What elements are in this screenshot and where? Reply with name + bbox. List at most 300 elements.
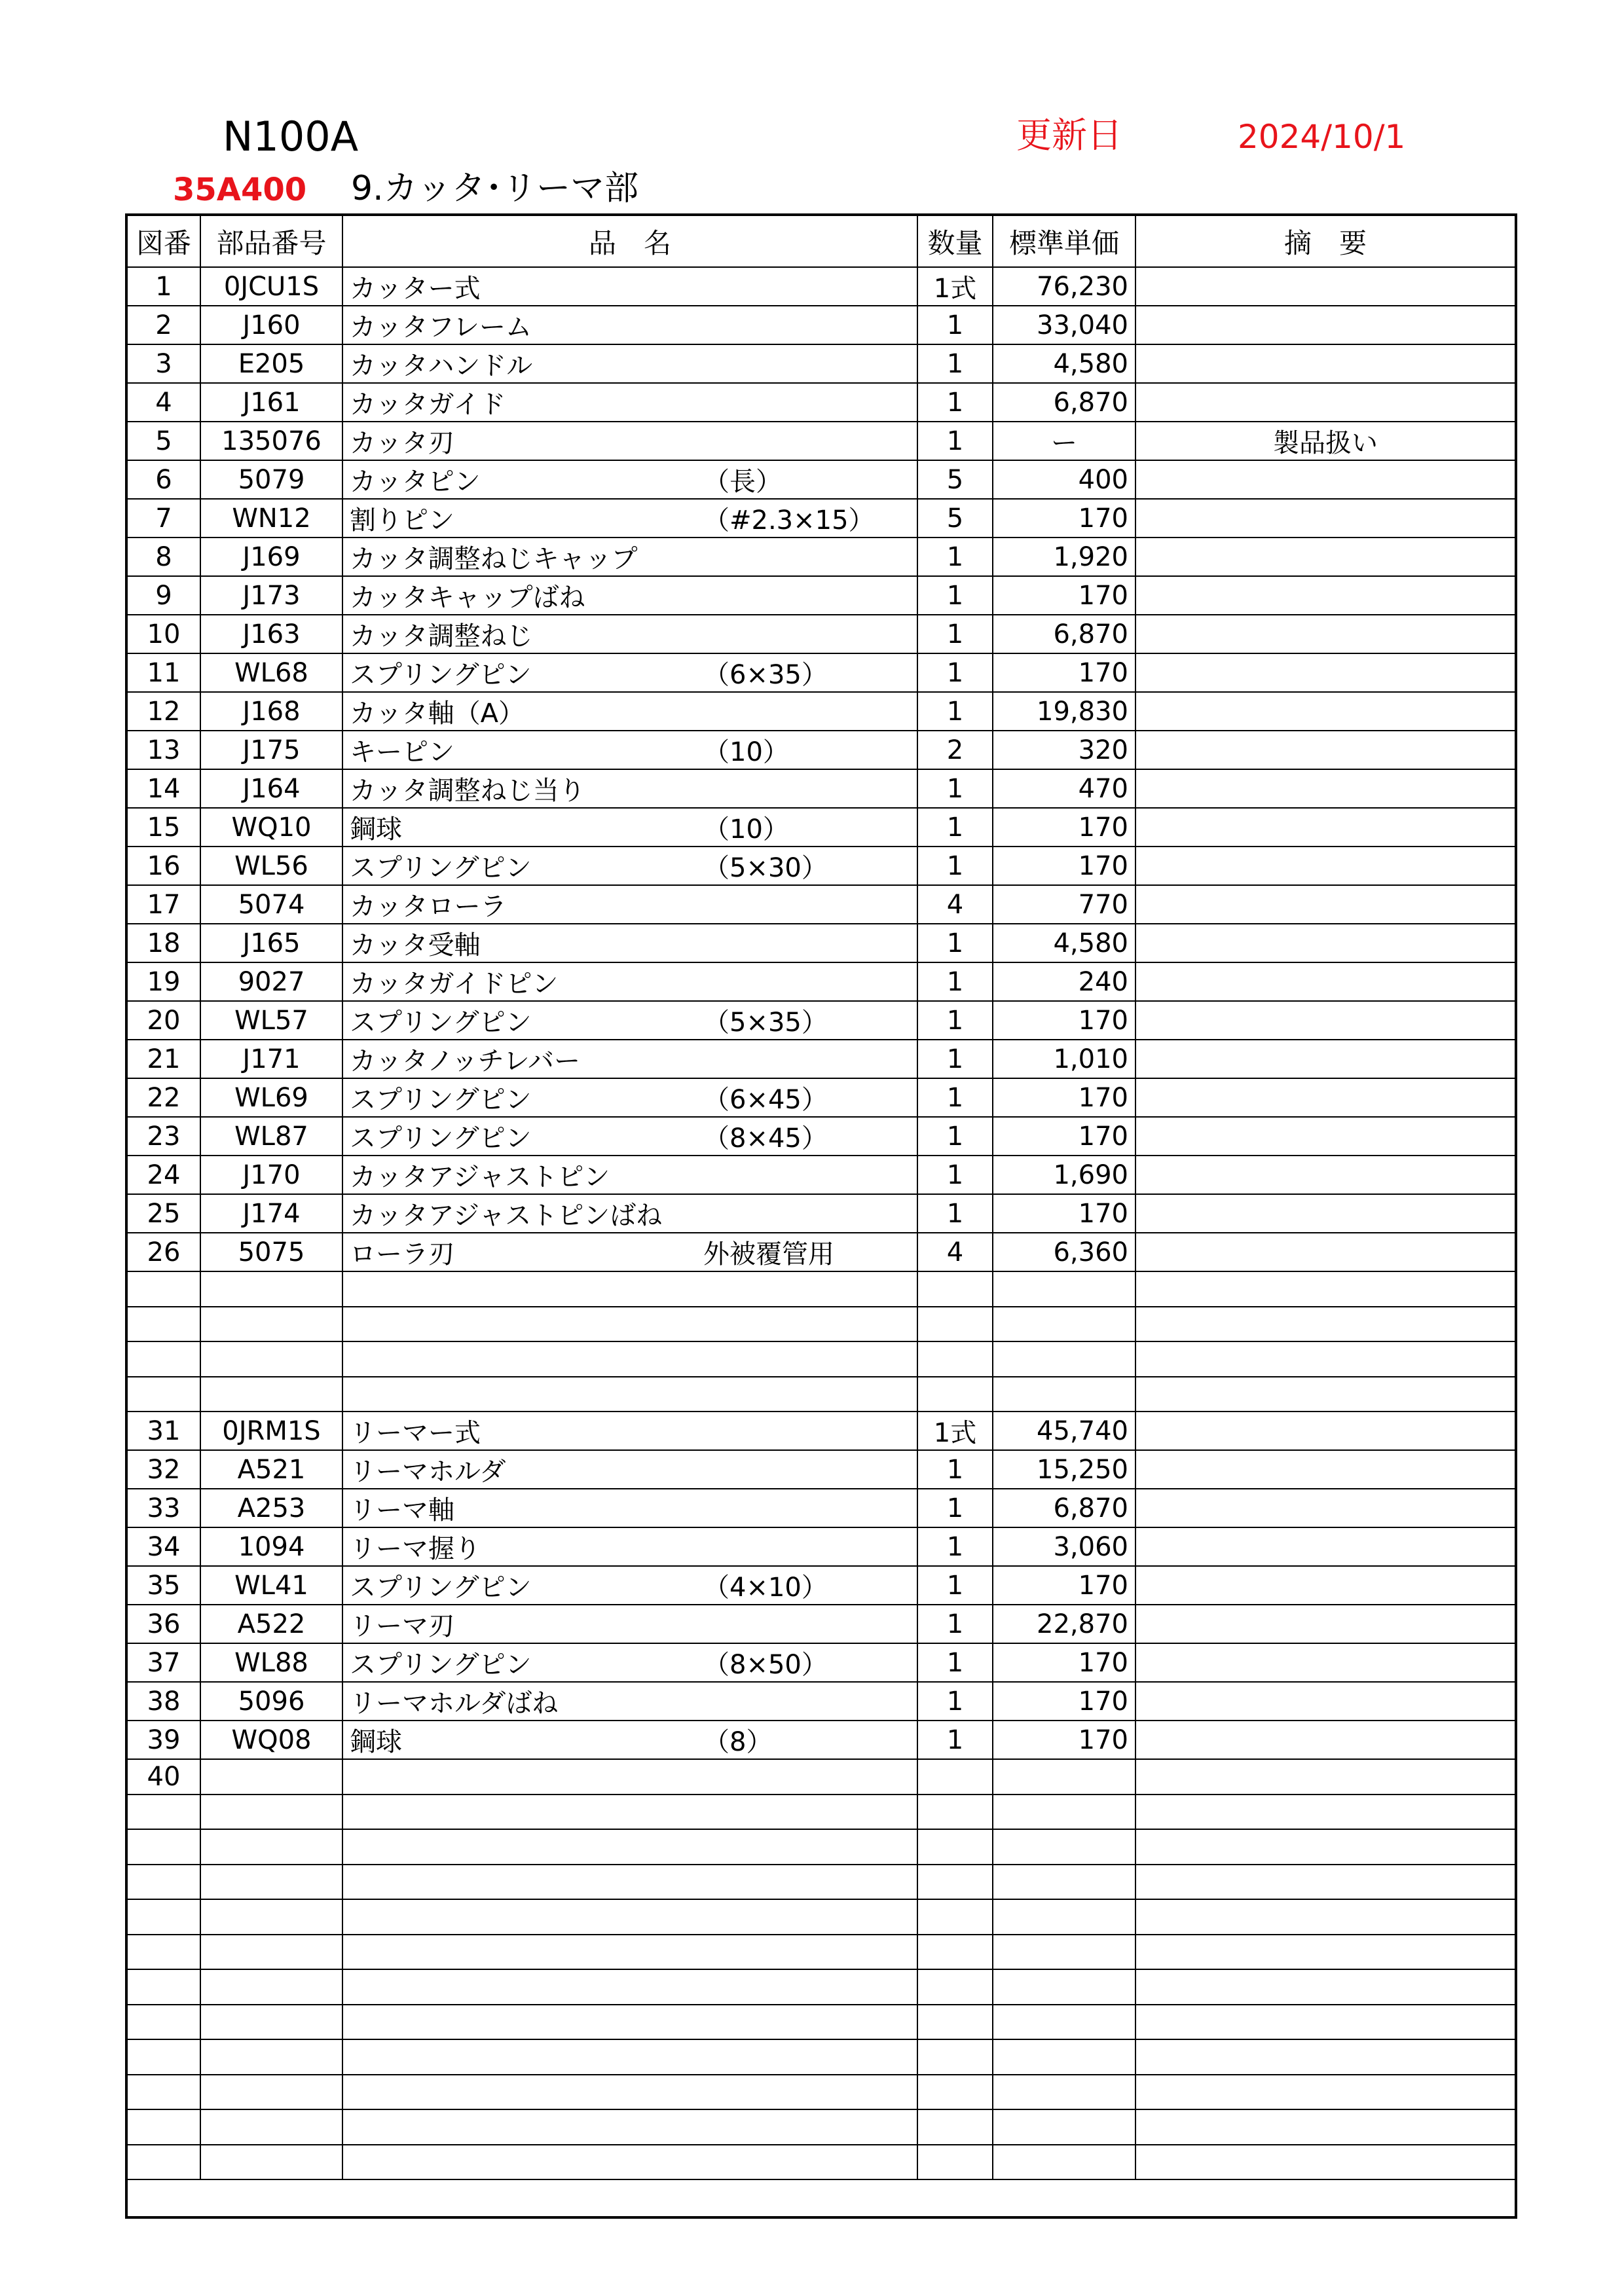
- part-no-cell: 135076: [200, 422, 342, 460]
- quantity-cell: 1: [917, 344, 993, 383]
- figure-no-cell: 24: [126, 1156, 200, 1194]
- figure-no-cell: 23: [126, 1117, 200, 1156]
- item-name-cell: [342, 1001, 917, 1040]
- remarks-cell: [1135, 962, 1516, 1001]
- quantity-cell: 1: [917, 1194, 993, 1233]
- remarks-cell: [1135, 2109, 1516, 2145]
- table-row: [126, 731, 1516, 769]
- remarks-cell: [1135, 1795, 1516, 1830]
- remarks-cell: [1135, 1527, 1516, 1566]
- item-name-cell: [342, 2005, 917, 2040]
- part-no-cell: A522: [200, 1605, 342, 1643]
- remarks-cell: [1135, 1001, 1516, 1040]
- item-name-text: カッタ調整ねじキャップ: [350, 544, 638, 574]
- table-row: [126, 2005, 1516, 2040]
- part-no-cell: J161: [200, 383, 342, 422]
- table-row: [126, 538, 1516, 576]
- quantity-cell: 1: [917, 692, 993, 731]
- figure-no-cell: 7: [126, 499, 200, 538]
- table-row: [126, 576, 1516, 615]
- item-name-cell: [342, 1156, 917, 1194]
- quantity-cell: 1: [917, 924, 993, 962]
- remarks-cell: 製品扱い: [1135, 422, 1516, 460]
- item-name-text: カッタノッチレバー: [350, 1046, 580, 1076]
- item-name-text: スプリングピン: [350, 1573, 532, 1603]
- figure-no-cell: 4: [126, 383, 200, 422]
- figure-no-cell: [126, 1969, 200, 2005]
- quantity-cell: 4: [917, 1233, 993, 1271]
- figure-no-cell: 33: [126, 1489, 200, 1527]
- table-row: [126, 2145, 1516, 2180]
- item-name-cell: [342, 2109, 917, 2145]
- part-no-cell: WL88: [200, 1643, 342, 1682]
- figure-no-cell: 38: [126, 1682, 200, 1721]
- unit-price-cell: 22,870: [993, 1605, 1135, 1643]
- unit-price-cell: 170: [993, 1001, 1135, 1040]
- unit-price-cell: 170: [993, 1566, 1135, 1605]
- item-spec-text: 外被覆管用: [703, 1239, 834, 1269]
- item-name-text: リーマ刃: [350, 1611, 454, 1641]
- unit-price-cell: [993, 2109, 1135, 2145]
- item-name-cell: [342, 576, 917, 615]
- table-row: [126, 306, 1516, 344]
- quantity-cell: 1: [917, 1643, 993, 1682]
- quantity-cell: 1: [917, 1605, 993, 1643]
- unit-price-cell: 770: [993, 885, 1135, 924]
- quantity-cell: [917, 1271, 993, 1307]
- unit-price-cell: [993, 1307, 1135, 1342]
- remarks-cell: [1135, 2005, 1516, 2040]
- table-row: [126, 808, 1516, 847]
- item-name-text: カッタローラ: [350, 892, 507, 922]
- table-row: [126, 885, 1516, 924]
- quantity-cell: [917, 2075, 993, 2110]
- unit-price-cell: 170: [993, 576, 1135, 615]
- figure-no-cell: 40: [126, 1759, 200, 1795]
- unit-price-cell: 4,580: [993, 344, 1135, 383]
- item-name-cell: [342, 1078, 917, 1117]
- quantity-cell: [917, 2109, 993, 2145]
- item-name-cell: [342, 1969, 917, 2005]
- figure-no-cell: 39: [126, 1721, 200, 1759]
- figure-no-cell: 5: [126, 422, 200, 460]
- table-row: [126, 1795, 1516, 1830]
- part-no-cell: 5079: [200, 460, 342, 499]
- part-no-cell: [200, 1759, 342, 1795]
- remarks-cell: [1135, 1682, 1516, 1721]
- item-name-text: 鋼球: [350, 1727, 402, 1757]
- item-name-cell: [342, 885, 917, 924]
- quantity-cell: 1: [917, 1117, 993, 1156]
- remarks-cell: [1135, 1040, 1516, 1078]
- product-code: 35A400: [173, 172, 307, 208]
- table-footer-row: [126, 2179, 1516, 2217]
- unit-price-cell: [993, 1795, 1135, 1830]
- part-no-cell: WL69: [200, 1078, 342, 1117]
- remarks-cell: [1135, 1899, 1516, 1935]
- remarks-cell: [1135, 847, 1516, 885]
- item-name-cell: [342, 1527, 917, 1566]
- remarks-cell: [1135, 2145, 1516, 2180]
- part-no-cell: [200, 2005, 342, 2040]
- table-row: [126, 653, 1516, 692]
- item-name-cell: [342, 1233, 917, 1271]
- item-name-text: 割りピン: [350, 505, 454, 536]
- item-name-text: スプリングピン: [350, 1085, 532, 1115]
- table-row: [126, 1566, 1516, 1605]
- quantity-cell: 1: [917, 653, 993, 692]
- remarks-cell: [1135, 2075, 1516, 2110]
- table-row: [126, 422, 1516, 460]
- table-row: [126, 2075, 1516, 2110]
- quantity-cell: 1: [917, 538, 993, 576]
- quantity-cell: 1: [917, 1489, 993, 1527]
- remarks-cell: [1135, 2039, 1516, 2075]
- remarks-cell: [1135, 1450, 1516, 1489]
- remarks-cell: [1135, 499, 1516, 538]
- table-row: [126, 383, 1516, 422]
- remarks-cell: [1135, 1643, 1516, 1682]
- table-row: [126, 1341, 1516, 1377]
- quantity-cell: 1: [917, 1040, 993, 1078]
- item-name-cell: [342, 383, 917, 422]
- remarks-cell: [1135, 924, 1516, 962]
- quantity-cell: 1: [917, 962, 993, 1001]
- table-row: [126, 847, 1516, 885]
- item-name-cell: [342, 1935, 917, 1970]
- figure-no-cell: 20: [126, 1001, 200, 1040]
- unit-price-cell: 470: [993, 769, 1135, 808]
- table-row: [126, 1969, 1516, 2005]
- table-row: [126, 1759, 1516, 1795]
- part-no-cell: [200, 2145, 342, 2180]
- quantity-cell: 1: [917, 847, 993, 885]
- table-row: [126, 1307, 1516, 1342]
- update-label: 更新日: [1016, 115, 1122, 156]
- table-row: [126, 1605, 1516, 1643]
- item-name-text: リーマホルダばね: [350, 1688, 559, 1719]
- item-name-cell: [342, 460, 917, 499]
- remarks-cell: [1135, 1721, 1516, 1759]
- figure-no-cell: 6: [126, 460, 200, 499]
- figure-no-cell: 15: [126, 808, 200, 847]
- table-row: [126, 1450, 1516, 1489]
- part-no-cell: WL87: [200, 1117, 342, 1156]
- unit-price-cell: [993, 2145, 1135, 2180]
- table-row: [126, 1935, 1516, 1970]
- quantity-cell: 1: [917, 1156, 993, 1194]
- part-no-cell: [200, 1271, 342, 1307]
- item-name-text: カッタアジャストピン: [350, 1162, 610, 1192]
- remarks-cell: [1135, 306, 1516, 344]
- part-no-cell: [200, 1341, 342, 1377]
- figure-no-cell: 1: [126, 267, 200, 306]
- item-name-cell: [342, 1721, 917, 1759]
- part-no-cell: 5096: [200, 1682, 342, 1721]
- remarks-cell: [1135, 1377, 1516, 1412]
- unit-price-cell: [993, 1935, 1135, 1970]
- quantity-cell: 1: [917, 306, 993, 344]
- table-row: [126, 460, 1516, 499]
- figure-no-cell: 9: [126, 576, 200, 615]
- table-row: [126, 1001, 1516, 1040]
- item-name-cell: [342, 267, 917, 306]
- part-no-cell: A253: [200, 1489, 342, 1527]
- part-no-cell: [200, 1865, 342, 1900]
- remarks-cell: [1135, 769, 1516, 808]
- table-row: [126, 962, 1516, 1001]
- quantity-cell: [917, 1307, 993, 1342]
- unit-price-cell: 6,360: [993, 1233, 1135, 1271]
- item-name-text: スプリングピン: [350, 1650, 532, 1680]
- unit-price-cell: 6,870: [993, 1489, 1135, 1527]
- remarks-cell: [1135, 576, 1516, 615]
- remarks-cell: [1135, 808, 1516, 847]
- unit-price-cell: 170: [993, 1194, 1135, 1233]
- section-title: 9.カッタ･リーマ部: [351, 169, 639, 208]
- unit-price-cell: 170: [993, 1682, 1135, 1721]
- unit-price-cell: 1,920: [993, 538, 1135, 576]
- table-header-row: [126, 215, 1516, 267]
- part-no-cell: J170: [200, 1156, 342, 1194]
- part-no-cell: J169: [200, 538, 342, 576]
- table-row: [126, 344, 1516, 383]
- remarks-cell: [1135, 460, 1516, 499]
- part-no-cell: 0JCU1S: [200, 267, 342, 306]
- unit-price-cell: [993, 2039, 1135, 2075]
- figure-no-cell: [126, 1829, 200, 1865]
- item-spec-text: （8）: [703, 1727, 773, 1757]
- remarks-cell: [1135, 1969, 1516, 2005]
- unit-price-cell: 33,040: [993, 306, 1135, 344]
- item-name-text: リーマホルダ: [350, 1457, 506, 1487]
- figure-no-cell: 35: [126, 1566, 200, 1605]
- figure-no-cell: [126, 1271, 200, 1307]
- figure-no-cell: [126, 1795, 200, 1830]
- table-row: [126, 1527, 1516, 1566]
- remarks-cell: [1135, 1829, 1516, 1865]
- item-name-text: カッタハンドル: [350, 351, 533, 381]
- item-name-cell: [342, 306, 917, 344]
- item-name-cell: [342, 1271, 917, 1307]
- figure-no-cell: [126, 1341, 200, 1377]
- quantity-cell: 5: [917, 460, 993, 499]
- item-name-text: カッタ調整ねじ当り: [350, 776, 585, 806]
- figure-no-cell: 36: [126, 1605, 200, 1643]
- item-spec-text: （8×50）: [703, 1650, 828, 1680]
- part-no-cell: 5075: [200, 1233, 342, 1271]
- figure-no-cell: [126, 2075, 200, 2110]
- figure-no-cell: 18: [126, 924, 200, 962]
- item-name-text: スプリングピン: [350, 1123, 532, 1154]
- part-no-cell: [200, 1377, 342, 1412]
- figure-no-cell: 8: [126, 538, 200, 576]
- col-header-unit-price: 標準単価: [993, 215, 1135, 267]
- part-no-cell: 1094: [200, 1527, 342, 1566]
- quantity-cell: [917, 2145, 993, 2180]
- part-no-cell: J164: [200, 769, 342, 808]
- item-name-text: スプリングピン: [350, 1008, 532, 1038]
- part-no-cell: E205: [200, 344, 342, 383]
- item-spec-text: （6×35）: [703, 660, 828, 690]
- unit-price-cell: 170: [993, 1117, 1135, 1156]
- table-row: [126, 2039, 1516, 2075]
- item-name-text: カッタキャップばね: [350, 583, 585, 613]
- item-name-cell: [342, 1040, 917, 1078]
- item-name-cell: [342, 1377, 917, 1412]
- remarks-cell: [1135, 1759, 1516, 1795]
- figure-no-cell: 12: [126, 692, 200, 731]
- item-name-cell: [342, 1605, 917, 1643]
- unit-price-cell: 170: [993, 1721, 1135, 1759]
- item-name-cell: [342, 2039, 917, 2075]
- remarks-cell: [1135, 1489, 1516, 1527]
- item-name-cell: [342, 1899, 917, 1935]
- item-name-cell: [342, 731, 917, 769]
- quantity-cell: [917, 1829, 993, 1865]
- remarks-cell: [1135, 1271, 1516, 1307]
- quantity-cell: 1: [917, 615, 993, 653]
- unit-price-cell: 400: [993, 460, 1135, 499]
- quantity-cell: 1: [917, 383, 993, 422]
- unit-price-cell: 170: [993, 1078, 1135, 1117]
- item-name-cell: [342, 1117, 917, 1156]
- parts-table: [125, 213, 1517, 2219]
- part-no-cell: 5074: [200, 885, 342, 924]
- figure-no-cell: 32: [126, 1450, 200, 1489]
- item-name-cell: [342, 653, 917, 692]
- part-no-cell: J160: [200, 306, 342, 344]
- remarks-cell: [1135, 1194, 1516, 1233]
- part-no-cell: WQ10: [200, 808, 342, 847]
- item-name-cell: [342, 1341, 917, 1377]
- unit-price-cell: 1,010: [993, 1040, 1135, 1078]
- figure-no-cell: 13: [126, 731, 200, 769]
- item-name-cell: [342, 847, 917, 885]
- item-name-text: カッタアジャストピンばね: [350, 1201, 663, 1231]
- part-no-cell: J174: [200, 1194, 342, 1233]
- part-no-cell: [200, 2075, 342, 2110]
- table-row: [126, 1721, 1516, 1759]
- col-header-item-name: 品 名: [342, 215, 917, 267]
- table-row: [126, 1156, 1516, 1194]
- quantity-cell: 1: [917, 1078, 993, 1117]
- part-no-cell: WL68: [200, 653, 342, 692]
- item-name-cell: [342, 1307, 917, 1342]
- item-spec-text: （4×10）: [703, 1573, 828, 1603]
- quantity-cell: [917, 1899, 993, 1935]
- table-row: [126, 615, 1516, 653]
- part-no-cell: [200, 1829, 342, 1865]
- figure-no-cell: 16: [126, 847, 200, 885]
- remarks-cell: [1135, 1605, 1516, 1643]
- quantity-cell: [917, 1341, 993, 1377]
- unit-price-cell: 170: [993, 499, 1135, 538]
- item-spec-text: （10）: [703, 737, 789, 767]
- item-name-cell: [342, 538, 917, 576]
- figure-no-cell: [126, 2145, 200, 2180]
- remarks-cell: [1135, 692, 1516, 731]
- unit-price-cell: 45,740: [993, 1412, 1135, 1450]
- item-name-text: ローラ刃: [350, 1239, 454, 1269]
- unit-price-cell: 170: [993, 653, 1135, 692]
- remarks-cell: [1135, 731, 1516, 769]
- quantity-cell: [917, 1795, 993, 1830]
- remarks-cell: [1135, 1307, 1516, 1342]
- quantity-cell: [917, 2005, 993, 2040]
- item-name-text: カッタピン: [350, 467, 481, 497]
- table-row: [126, 1377, 1516, 1412]
- quantity-cell: 1: [917, 1001, 993, 1040]
- figure-no-cell: 37: [126, 1643, 200, 1682]
- item-name-cell: [342, 924, 917, 962]
- item-name-cell: [342, 344, 917, 383]
- table-row: [126, 924, 1516, 962]
- figure-no-cell: 21: [126, 1040, 200, 1078]
- unit-price-cell: 6,870: [993, 615, 1135, 653]
- table-row: [126, 1412, 1516, 1450]
- item-name-cell: [342, 1682, 917, 1721]
- figure-no-cell: [126, 1307, 200, 1342]
- quantity-cell: 1式: [917, 267, 993, 306]
- part-no-cell: A521: [200, 1450, 342, 1489]
- quantity-cell: 1: [917, 1450, 993, 1489]
- item-name-cell: [342, 1643, 917, 1682]
- item-spec-text: （6×45）: [703, 1085, 828, 1115]
- item-name-cell: [342, 499, 917, 538]
- table-row: [126, 1040, 1516, 1078]
- unit-price-cell: 15,250: [993, 1450, 1135, 1489]
- part-no-cell: J171: [200, 1040, 342, 1078]
- table-row: [126, 1078, 1516, 1117]
- item-name-cell: [342, 1412, 917, 1450]
- figure-no-cell: [126, 2109, 200, 2145]
- unit-price-cell: [993, 1899, 1135, 1935]
- item-name-text: カッタ軸（A）: [350, 699, 525, 729]
- part-no-cell: WQ08: [200, 1721, 342, 1759]
- col-header-part-no: 部品番号: [200, 215, 342, 267]
- item-name-text: カッタ調整ねじ: [350, 621, 533, 651]
- quantity-cell: 1: [917, 1527, 993, 1566]
- col-header-remarks: 摘 要: [1135, 215, 1516, 267]
- unit-price-cell: [993, 1829, 1135, 1865]
- part-no-cell: WL56: [200, 847, 342, 885]
- col-header-figure-no: 図番: [126, 215, 200, 267]
- part-no-cell: J173: [200, 576, 342, 615]
- remarks-cell: [1135, 1935, 1516, 1970]
- item-name-text: リーマー式: [350, 1418, 481, 1448]
- figure-no-cell: [126, 1865, 200, 1900]
- quantity-cell: 4: [917, 885, 993, 924]
- remarks-cell: [1135, 1078, 1516, 1117]
- quantity-cell: 1: [917, 1566, 993, 1605]
- part-no-cell: 9027: [200, 962, 342, 1001]
- table-row: [126, 1233, 1516, 1271]
- table-row: [126, 1865, 1516, 1900]
- figure-no-cell: 31: [126, 1412, 200, 1450]
- footer-cell: [126, 2179, 1516, 2217]
- figure-no-cell: 34: [126, 1527, 200, 1566]
- table-row: [126, 1489, 1516, 1527]
- table-row: [126, 692, 1516, 731]
- unit-price-cell: [993, 1759, 1135, 1795]
- remarks-cell: [1135, 1233, 1516, 1271]
- unit-price-cell: 240: [993, 962, 1135, 1001]
- remarks-cell: [1135, 1341, 1516, 1377]
- item-spec-text: （5×35）: [703, 1008, 828, 1038]
- quantity-cell: 2: [917, 731, 993, 769]
- part-no-cell: WL57: [200, 1001, 342, 1040]
